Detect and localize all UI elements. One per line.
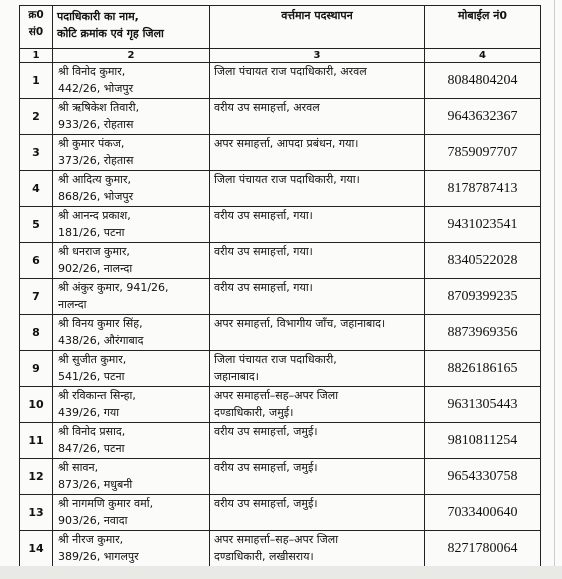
officer-name: श्री सुजीत कुमार,	[58, 353, 127, 366]
officer-cell	[53, 351, 210, 387]
officer-name: श्री ऋषिकेश तिवारी,	[58, 101, 140, 114]
posting-cell	[210, 63, 425, 99]
posting-cell	[210, 531, 425, 567]
posting-cell	[210, 279, 425, 315]
table-row	[20, 495, 541, 531]
officer-name: श्री नागमणि कुमार वर्मा,	[58, 497, 154, 510]
officer-code-district: 439/26, गया	[58, 405, 120, 419]
table-body	[20, 63, 541, 567]
header-posting: वर्त्तमान पदस्थापन	[210, 6, 425, 49]
officer-cell	[53, 279, 210, 315]
column-number: 2	[53, 49, 210, 63]
serial-cell: 6	[20, 243, 53, 279]
serial-cell: 8	[20, 315, 53, 351]
officer-cell	[53, 171, 210, 207]
posting-line1: वरीय उप समाहर्त्ता, गया।	[214, 245, 313, 258]
table-row	[20, 351, 541, 387]
officer-code-district: 541/26, पटना	[58, 369, 125, 383]
posting-cell	[210, 99, 425, 135]
officer-cell	[53, 207, 210, 243]
posting-line2: दण्डाधिकारी, जमुई।	[214, 405, 294, 419]
serial-cell: 10	[20, 387, 53, 423]
serial-cell: 7	[20, 279, 53, 315]
officer-code-district: 902/26, नालन्दा	[58, 261, 133, 275]
officer-cell	[53, 387, 210, 423]
mobile-cell: 8178787413	[425, 171, 541, 207]
posting-cell	[210, 495, 425, 531]
mobile-cell: 8826186165	[425, 351, 541, 387]
posting-line1: अपर समाहर्त्ता–सह–अपर जिला	[214, 533, 339, 546]
officer-name: श्री अंकुर कुमार, 941/26,	[58, 281, 169, 294]
mobile-cell: 9654330758	[425, 459, 541, 495]
header-mobile: मोबाईल नं0	[425, 6, 541, 49]
header-name	[53, 6, 210, 49]
page-edge	[554, 0, 555, 566]
officer-cell	[53, 459, 210, 495]
header-serial-line2: सं0	[28, 26, 44, 38]
officer-name: श्री नीरज कुमार,	[58, 533, 124, 546]
officer-name: श्री धनराज कुमार,	[58, 245, 130, 258]
posting-line1: वरीय उप समाहर्त्ता, गया।	[214, 281, 313, 294]
table-row	[20, 171, 541, 207]
officer-code-district: 847/26, पटना	[58, 441, 125, 455]
posting-line1: अपर समाहर्त्ता, विभागीय जाँच, जहानाबाद।	[214, 317, 386, 330]
officer-code-district: 389/26, भागलपुर	[58, 549, 139, 563]
posting-line1: जिला पंचायत राज पदाधिकारी, गया।	[214, 173, 360, 186]
mobile-cell: 9631305443	[425, 387, 541, 423]
serial-cell: 11	[20, 423, 53, 459]
posting-line1: वरीय उप समाहर्त्ता, जमुई।	[214, 497, 318, 510]
officer-cell	[53, 99, 210, 135]
officer-name: श्री विनोद कुमार,	[58, 65, 126, 78]
mobile-cell: 8084804204	[425, 63, 541, 99]
serial-cell: 2	[20, 99, 53, 135]
table-row	[20, 135, 541, 171]
officer-name: श्री आदित्य कुमार,	[58, 173, 132, 186]
officer-cell	[53, 423, 210, 459]
mobile-cell: 8271780064	[425, 531, 541, 567]
officer-cell	[53, 315, 210, 351]
officer-code-district: 181/26, पटना	[58, 225, 125, 239]
table-row	[20, 459, 541, 495]
officer-name: श्री आनन्द प्रकाश,	[58, 209, 131, 222]
column-number: 3	[210, 49, 425, 63]
header-name-line2: कोटि क्रमांक एवं गृह जिला	[57, 27, 164, 40]
posting-cell	[210, 135, 425, 171]
posting-cell	[210, 387, 425, 423]
posting-cell	[210, 315, 425, 351]
header-serial	[20, 6, 53, 49]
officer-code-district: 873/26, मधुबनी	[58, 477, 133, 491]
posting-line2: जहानाबाद।	[214, 369, 259, 383]
header-serial-line1: क्र0	[28, 9, 44, 21]
officer-posting-table	[19, 5, 541, 567]
posting-cell	[210, 207, 425, 243]
mobile-cell: 8709399235	[425, 279, 541, 315]
officer-name: श्री कुमार पंकज,	[58, 137, 125, 150]
serial-cell: 14	[20, 531, 53, 567]
column-number: 1	[20, 49, 53, 63]
table-row	[20, 279, 541, 315]
posting-line1: वरीय उप समाहर्त्ता, गया।	[214, 209, 313, 222]
table-row	[20, 531, 541, 567]
officer-code-district: 868/26, भोजपुर	[58, 189, 134, 203]
serial-cell: 4	[20, 171, 53, 207]
posting-line1: वरीय उप समाहर्त्ता, जमुई।	[214, 461, 318, 474]
table-row	[20, 315, 541, 351]
posting-line1: वरीय उप समाहर्त्ता, अरवल	[214, 101, 320, 114]
officer-cell	[53, 135, 210, 171]
officer-name: श्री विनोद प्रसाद,	[58, 425, 126, 438]
posting-cell	[210, 459, 425, 495]
column-number: 4	[425, 49, 541, 63]
posting-cell	[210, 351, 425, 387]
officer-name: श्री सावन,	[58, 461, 99, 474]
officer-name: श्री विनय कुमार सिंह,	[58, 317, 143, 330]
page-bottom-strip	[0, 566, 562, 579]
mobile-cell: 7859097707	[425, 135, 541, 171]
serial-cell: 9	[20, 351, 53, 387]
serial-cell: 1	[20, 63, 53, 99]
posting-line1: अपर समाहर्त्ता–सह–अपर जिला	[214, 389, 339, 402]
mobile-cell: 9810811254	[425, 423, 541, 459]
posting-line1: अपर समाहर्त्ता, आपदा प्रबंधन, गया।	[214, 137, 359, 150]
header-row	[20, 6, 541, 49]
posting-line1: वरीय उप समाहर्त्ता, जमुई।	[214, 425, 318, 438]
officer-name: श्री रविकान्त सिन्हा,	[58, 389, 136, 402]
serial-cell: 5	[20, 207, 53, 243]
posting-cell	[210, 423, 425, 459]
mobile-cell: 8873969356	[425, 315, 541, 351]
posting-cell	[210, 243, 425, 279]
officer-code-district: नालन्दा	[58, 297, 87, 311]
table-row	[20, 207, 541, 243]
serial-cell: 13	[20, 495, 53, 531]
mobile-cell: 8340522028	[425, 243, 541, 279]
mobile-cell: 9643632367	[425, 99, 541, 135]
mobile-cell: 7033400640	[425, 495, 541, 531]
officer-cell	[53, 531, 210, 567]
serial-cell: 12	[20, 459, 53, 495]
officer-cell	[53, 243, 210, 279]
officer-cell	[53, 495, 210, 531]
table-row	[20, 387, 541, 423]
officer-cell	[53, 63, 210, 99]
table-row	[20, 63, 541, 99]
column-number-row	[20, 49, 541, 63]
table-row	[20, 423, 541, 459]
officer-code-district: 442/26, भोजपुर	[58, 81, 134, 95]
officer-code-district: 373/26, रोहतास	[58, 153, 134, 167]
mobile-cell: 9431023541	[425, 207, 541, 243]
officer-code-district: 903/26, नवादा	[58, 513, 128, 527]
posting-line1: जिला पंचायत राज पदाधिकारी, अरवल	[214, 65, 367, 78]
posting-cell	[210, 171, 425, 207]
officer-code-district: 933/26, रोहतास	[58, 117, 134, 131]
header-name-line1: पदाधिकारी का नाम,	[57, 10, 139, 23]
table-row	[20, 243, 541, 279]
serial-cell: 3	[20, 135, 53, 171]
posting-line1: जिला पंचायत राज पदाधिकारी,	[214, 353, 337, 366]
table-row	[20, 99, 541, 135]
officer-code-district: 438/26, औरंगाबाद	[58, 333, 144, 347]
posting-line2: दण्डाधिकारी, लखीसराय।	[214, 549, 314, 563]
